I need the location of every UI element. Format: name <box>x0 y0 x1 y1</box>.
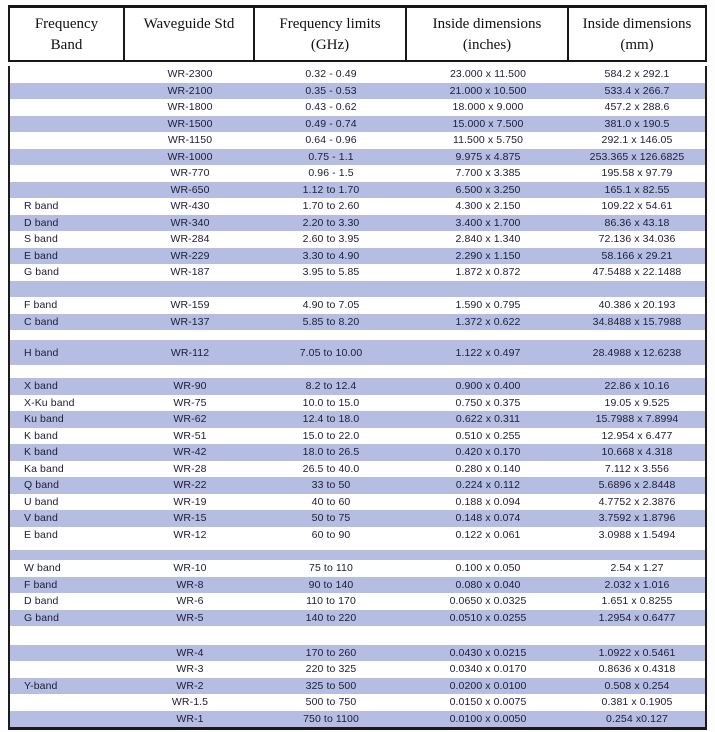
cell-frequency-band: C band <box>24 315 59 328</box>
cell-inside-dimensions-inches: 0.420 x 0.170 <box>455 446 521 459</box>
cell-frequency-limits-ghz: 0.96 - 1.5 <box>308 167 354 180</box>
cell-frequency-limits-ghz: 33 to 50 <box>311 479 351 492</box>
cell-waveguide-std: WR-22 <box>173 479 207 492</box>
cell-frequency-band: F band <box>24 578 58 591</box>
cell-frequency-band: G band <box>24 266 60 279</box>
cell-waveguide-std: WR-28 <box>173 462 207 475</box>
cell-frequency-band: H band <box>24 346 59 359</box>
cell-inside-dimensions-inches: 21.000 x 10.500 <box>449 84 527 97</box>
cell-frequency-limits-ghz: 140 to 220 <box>305 611 357 624</box>
cell-inside-dimensions-inches: 11.500 x 5.750 <box>452 134 524 147</box>
cell-waveguide-std: WR-650 <box>170 183 210 196</box>
cell-frequency-band: E band <box>24 249 58 262</box>
table-row <box>10 132 705 149</box>
table-row <box>10 149 705 166</box>
table-row <box>10 477 705 494</box>
cell-frequency-limits-ghz: 4.90 to 7.05 <box>302 299 360 312</box>
header-label: Frequency <box>34 16 99 32</box>
cell-frequency-limits-ghz: 26.5 to 40.0 <box>302 462 360 475</box>
cell-inside-dimensions-inches: 0.0340 x 0.0170 <box>449 663 527 676</box>
header-label: Inside dimensions <box>582 16 692 32</box>
table-row <box>10 215 705 232</box>
header-sublabel: (GHz) <box>310 37 350 53</box>
table-row <box>10 411 705 428</box>
waveguide-standards-table <box>8 5 707 730</box>
cell-inside-dimensions-inches: 0.188 x 0.094 <box>455 495 521 508</box>
cell-inside-dimensions-inches: 15.000 x 7.500 <box>452 117 524 130</box>
cell-inside-dimensions-mm: 19.05 x 9.525 <box>604 396 670 409</box>
cell-frequency-band: U band <box>24 495 59 508</box>
cell-inside-dimensions-inches: 4.300 x 2.150 <box>455 200 521 213</box>
cell-waveguide-std: WR-4 <box>176 646 204 659</box>
spacer-row <box>10 543 705 550</box>
cell-frequency-limits-ghz: 12.4 to 18.0 <box>302 413 360 426</box>
cell-inside-dimensions-mm: 0.8636 x 0.4318 <box>598 663 676 676</box>
cell-waveguide-std: WR-42 <box>173 446 207 459</box>
cell-frequency-limits-ghz: 0.75 - 1.1 <box>308 150 354 163</box>
cell-waveguide-std: WR-2300 <box>167 68 213 81</box>
cell-inside-dimensions-inches: 0.0430 x 0.0215 <box>449 646 527 659</box>
table-row <box>10 678 705 695</box>
cell-frequency-limits-ghz: 0.64 - 0.96 <box>305 134 357 147</box>
table-row <box>10 593 705 610</box>
cell-inside-dimensions-inches: 9.975 x 4.875 <box>455 150 521 163</box>
cell-frequency-band: Ka band <box>24 462 64 475</box>
header-inside-dimensions-inches <box>407 8 569 60</box>
cell-frequency-limits-ghz: 0.43 - 0.62 <box>305 101 357 114</box>
table-row <box>10 198 705 215</box>
cell-frequency-limits-ghz: 1.12 to 1.70 <box>302 183 360 196</box>
table-row <box>10 314 705 331</box>
cell-inside-dimensions-mm: 1.2954 x 0.6477 <box>598 611 676 624</box>
cell-frequency-limits-ghz: 40 to 60 <box>311 495 351 508</box>
cell-waveguide-std: WR-5 <box>176 611 204 624</box>
cell-waveguide-std: WR-19 <box>173 495 207 508</box>
cell-inside-dimensions-mm: 22.86 x 10.16 <box>604 380 670 393</box>
cell-inside-dimensions-mm: 195.58 x 97.79 <box>601 167 673 180</box>
cell-inside-dimensions-inches: 0.900 x 0.400 <box>455 380 521 393</box>
table-row <box>10 297 705 314</box>
spacer-row <box>10 365 705 378</box>
cell-frequency-limits-ghz: 750 to 1100 <box>303 712 359 725</box>
cell-inside-dimensions-mm: 34.8488 x 15.7988 <box>592 315 682 328</box>
cell-inside-dimensions-mm: 10.668 x 4.318 <box>601 446 673 459</box>
cell-waveguide-std: WR-1800 <box>167 101 213 114</box>
table-row <box>10 99 705 116</box>
cell-waveguide-std: WR-8 <box>176 578 204 591</box>
cell-inside-dimensions-mm: 7.112 x 3.556 <box>604 462 670 475</box>
cell-inside-dimensions-inches: 0.0100 x 0.0050 <box>449 712 527 725</box>
table-row <box>10 645 705 662</box>
cell-inside-dimensions-inches: 0.0200 x 0.0100 <box>449 679 527 692</box>
cell-inside-dimensions-mm: 1.0922 x 0.5461 <box>598 646 676 659</box>
cell-frequency-band: X band <box>24 380 58 393</box>
cell-inside-dimensions-inches: 3.400 x 1.700 <box>455 216 521 229</box>
spacer-row <box>10 550 705 560</box>
cell-frequency-limits-ghz: 90 to 140 <box>308 578 354 591</box>
cell-inside-dimensions-inches: 0.122 x 0.061 <box>455 528 521 541</box>
cell-frequency-band: G band <box>24 611 60 624</box>
header-label: Inside dimensions <box>432 16 542 32</box>
cell-frequency-band: Y-band <box>24 679 58 692</box>
table-row <box>10 182 705 199</box>
table-row <box>10 248 705 265</box>
cell-waveguide-std: WR-6 <box>176 595 204 608</box>
header-waveguide-std <box>125 8 255 60</box>
cell-inside-dimensions-inches: 0.510 x 0.255 <box>455 429 521 442</box>
cell-frequency-limits-ghz: 15.0 to 22.0 <box>302 429 360 442</box>
cell-inside-dimensions-inches: 2.290 x 1.150 <box>455 249 521 262</box>
cell-frequency-limits-ghz: 170 to 260 <box>305 646 357 659</box>
cell-inside-dimensions-mm: 72.136 x 34.036 <box>598 233 676 246</box>
cell-inside-dimensions-mm: 4.7752 x 2.3876 <box>598 495 676 508</box>
cell-waveguide-std: WR-15 <box>173 512 207 525</box>
cell-frequency-band: Q band <box>24 479 60 492</box>
table-row <box>10 661 705 678</box>
cell-frequency-limits-ghz: 220 to 325 <box>305 663 357 676</box>
cell-inside-dimensions-inches: 6.500 x 3.250 <box>455 183 521 196</box>
cell-frequency-limits-ghz: 10.0 to 15.0 <box>302 396 360 409</box>
cell-inside-dimensions-mm: 165.1 x 82.55 <box>604 183 670 196</box>
table-row <box>10 395 705 412</box>
table-row <box>10 116 705 133</box>
cell-inside-dimensions-mm: 15.7988 x 7.8994 <box>595 413 679 426</box>
table-row <box>10 264 705 281</box>
cell-inside-dimensions-inches: 0.0150 x 0.0075 <box>449 696 527 709</box>
table-row <box>10 83 705 100</box>
cell-inside-dimensions-mm: 381.0 x 190.5 <box>604 117 670 130</box>
table-header-row <box>8 5 707 62</box>
cell-inside-dimensions-inches: 0.0510 x 0.0255 <box>449 611 527 624</box>
cell-waveguide-std: WR-1.5 <box>171 696 209 709</box>
cell-frequency-limits-ghz: 8.2 to 12.4 <box>305 380 357 393</box>
cell-frequency-band: X-Ku band <box>24 396 75 409</box>
cell-inside-dimensions-inches: 1.590 x 0.795 <box>455 299 521 312</box>
cell-waveguide-std: WR-187 <box>170 266 210 279</box>
cell-waveguide-std: WR-137 <box>170 315 210 328</box>
cell-inside-dimensions-mm: 2.54 x 1.27 <box>610 562 664 575</box>
cell-frequency-limits-ghz: 2.60 to 3.95 <box>302 233 360 246</box>
cell-waveguide-std: WR-3 <box>176 663 204 676</box>
table-row <box>10 378 705 395</box>
cell-waveguide-std: WR-62 <box>173 413 207 426</box>
table-row <box>10 510 705 527</box>
cell-frequency-band: E band <box>24 528 58 541</box>
table-row <box>10 711 705 728</box>
cell-inside-dimensions-mm: 292.1 x 146.05 <box>601 134 673 147</box>
cell-frequency-limits-ghz: 60 to 90 <box>311 528 351 541</box>
cell-inside-dimensions-inches: 0.750 x 0.375 <box>455 396 521 409</box>
header-inside-dimensions-mm <box>569 8 705 60</box>
cell-inside-dimensions-inches: 23.000 x 11.500 <box>449 68 527 81</box>
cell-waveguide-std: WR-1000 <box>167 150 213 163</box>
header-frequency-limits <box>255 8 407 60</box>
cell-frequency-band: D band <box>24 216 59 229</box>
cell-waveguide-std: WR-112 <box>170 346 210 359</box>
cell-waveguide-std: WR-1150 <box>167 134 213 147</box>
cell-frequency-limits-ghz: 1.70 to 2.60 <box>302 200 360 213</box>
cell-inside-dimensions-mm: 40.386 x 20.193 <box>598 299 676 312</box>
table-row <box>10 494 705 511</box>
cell-waveguide-std: WR-12 <box>173 528 207 541</box>
cell-frequency-limits-ghz: 5.85 to 8.20 <box>302 315 360 328</box>
cell-waveguide-std: WR-1500 <box>167 117 213 130</box>
cell-waveguide-std: WR-284 <box>170 233 210 246</box>
header-sublabel: (inches) <box>462 37 512 53</box>
cell-inside-dimensions-mm: 3.7592 x 1.8796 <box>598 512 676 525</box>
cell-inside-dimensions-mm: 58.166 x 29.21 <box>601 249 673 262</box>
cell-inside-dimensions-inches: 0.224 x 0.112 <box>455 479 521 492</box>
cell-frequency-limits-ghz: 2.20 to 3.30 <box>302 216 360 229</box>
cell-frequency-limits-ghz: 0.32 - 0.49 <box>305 68 357 81</box>
cell-inside-dimensions-mm: 86.36 x 43.18 <box>604 216 670 229</box>
cell-inside-dimensions-mm: 3.0988 x 1.5494 <box>598 528 676 541</box>
cell-frequency-band: F band <box>24 299 58 312</box>
table-row <box>10 577 705 594</box>
cell-frequency-band: W band <box>24 562 61 575</box>
cell-frequency-limits-ghz: 3.95 to 5.85 <box>302 266 360 279</box>
cell-inside-dimensions-mm: 47.5488 x 22.1488 <box>592 266 682 279</box>
table-row <box>10 560 705 577</box>
table-row <box>10 231 705 248</box>
cell-frequency-band: K band <box>24 446 58 459</box>
cell-inside-dimensions-inches: 18.000 x 9.000 <box>452 101 524 114</box>
cell-inside-dimensions-mm: 5.6896 x 2.8448 <box>598 479 676 492</box>
table-row <box>10 610 705 627</box>
cell-frequency-band: V band <box>24 512 58 525</box>
cell-waveguide-std: WR-2 <box>176 679 204 692</box>
spacer-row <box>10 626 705 645</box>
cell-waveguide-std: WR-75 <box>173 396 207 409</box>
cell-inside-dimensions-mm: 109.22 x 54.61 <box>601 200 673 213</box>
table-body <box>8 66 707 730</box>
cell-inside-dimensions-inches: 0.148 x 0.074 <box>455 512 521 525</box>
cell-frequency-limits-ghz: 0.35 - 0.53 <box>305 84 357 97</box>
cell-frequency-band: S band <box>24 233 58 246</box>
cell-waveguide-std: WR-90 <box>173 380 207 393</box>
cell-waveguide-std: WR-10 <box>173 562 207 575</box>
table-row <box>10 527 705 544</box>
header-sublabel: Band <box>50 37 83 53</box>
cell-inside-dimensions-inches: 0.080 x 0.040 <box>455 578 521 591</box>
cell-inside-dimensions-inches: 1.872 x 0.872 <box>455 266 521 279</box>
cell-frequency-limits-ghz: 75 to 110 <box>309 562 353 575</box>
cell-waveguide-std: WR-159 <box>170 299 210 312</box>
table-row <box>10 66 705 83</box>
table-row <box>10 694 705 711</box>
cell-frequency-band: Ku band <box>24 413 64 426</box>
cell-inside-dimensions-mm: 0.381 x 0.1905 <box>601 696 673 709</box>
table-row <box>10 340 705 365</box>
cell-waveguide-std: WR-340 <box>170 216 210 229</box>
cell-frequency-limits-ghz: 3.30 to 4.90 <box>302 249 360 262</box>
cell-inside-dimensions-mm: 457.2 x 288.6 <box>604 101 670 114</box>
cell-frequency-limits-ghz: 110 to 170 <box>306 595 356 608</box>
cell-inside-dimensions-mm: 12.954 x 6.477 <box>601 429 673 442</box>
cell-inside-dimensions-mm: 584.2 x 292.1 <box>604 68 670 81</box>
cell-inside-dimensions-inches: 1.122 x 0.497 <box>455 346 521 359</box>
table-row <box>10 165 705 182</box>
header-label: Waveguide Std <box>143 16 235 32</box>
cell-inside-dimensions-mm: 0.508 x 0.254 <box>604 679 670 692</box>
cell-waveguide-std: WR-229 <box>170 249 210 262</box>
cell-inside-dimensions-inches: 7.700 x 3.385 <box>455 167 521 180</box>
cell-waveguide-std: WR-430 <box>170 200 210 213</box>
cell-frequency-band: K band <box>24 429 58 442</box>
cell-frequency-band: D band <box>24 595 59 608</box>
cell-inside-dimensions-inches: 0.622 x 0.311 <box>455 413 521 426</box>
header-frequency-band <box>10 8 125 60</box>
cell-frequency-limits-ghz: 325 to 500 <box>305 679 357 692</box>
cell-inside-dimensions-inches: 0.280 x 0.140 <box>455 462 521 475</box>
cell-frequency-limits-ghz: 0.49 - 0.74 <box>305 117 357 130</box>
cell-inside-dimensions-inches: 0.0650 x 0.0325 <box>449 595 527 608</box>
header-sublabel: (mm) <box>620 37 654 53</box>
cell-inside-dimensions-mm: 0.254 x0.127 <box>606 712 668 725</box>
cell-inside-dimensions-mm: 253.365 x 126.6825 <box>589 150 685 163</box>
table-row <box>10 461 705 478</box>
table-row <box>10 444 705 461</box>
cell-inside-dimensions-inches: 2.840 x 1.340 <box>455 233 521 246</box>
cell-inside-dimensions-mm: 533.4 x 266.7 <box>604 84 670 97</box>
cell-frequency-limits-ghz: 500 to 750 <box>305 696 357 709</box>
cell-waveguide-std: WR-1 <box>176 712 204 725</box>
spacer-row <box>10 330 705 340</box>
cell-inside-dimensions-inches: 1.372 x 0.622 <box>455 315 521 328</box>
header-label: Frequency limits <box>279 16 381 32</box>
spacer-row <box>10 281 705 298</box>
cell-inside-dimensions-inches: 0.100 x 0.050 <box>455 562 521 575</box>
cell-waveguide-std: WR-770 <box>170 167 210 180</box>
cell-inside-dimensions-mm: 1.651 x 0.8255 <box>601 595 673 608</box>
cell-waveguide-std: WR-51 <box>173 429 207 442</box>
cell-inside-dimensions-mm: 28.4988 x 12.6238 <box>592 346 682 359</box>
cell-frequency-limits-ghz: 7.05 to 10.00 <box>299 346 363 359</box>
cell-inside-dimensions-mm: 2.032 x 1.016 <box>604 578 670 591</box>
cell-frequency-limits-ghz: 18.0 to 26.5 <box>302 446 360 459</box>
cell-waveguide-std: WR-2100 <box>167 84 213 97</box>
cell-frequency-band: R band <box>24 200 59 213</box>
cell-frequency-limits-ghz: 50 to 75 <box>311 512 351 525</box>
table-row <box>10 428 705 445</box>
